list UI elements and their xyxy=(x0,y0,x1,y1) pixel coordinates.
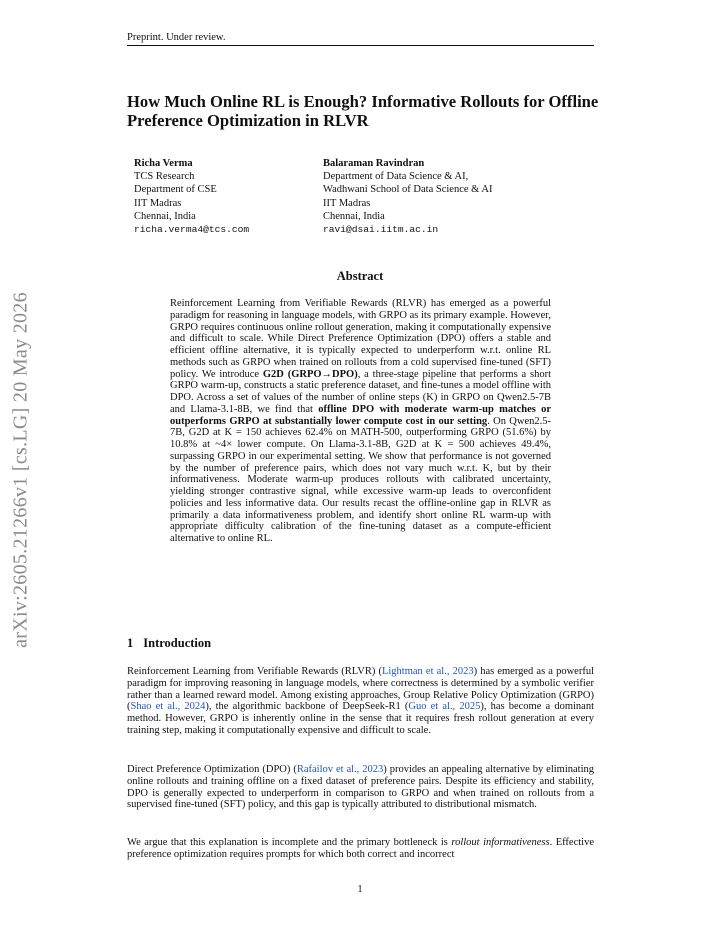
paragraph-text: Reinforcement Learning from Verifiable Rewards (RLVR) ( xyxy=(127,666,382,677)
author-name: Balaraman Ravindran xyxy=(323,158,425,169)
paragraph-text: ), has become a dominant method. However, GRPO is inherently online in the sense that it requires fresh rollout generation at every training step, making it computationally expensive and difficult to scale. xyxy=(127,701,595,736)
abstract-bold-segment: offline DPO with moderate warm-up matches or outperforms GRPO at substantially lower compute cost in our setting xyxy=(170,403,551,427)
author-affiliation-line: Wadhwani School of Data Science & AI xyxy=(323,184,493,196)
intro-paragraph-1 xyxy=(127,666,594,737)
paragraph-text: . Effective preference optimization requires prompts for which both correct and incorrect xyxy=(127,837,594,860)
author-email[interactable]: ravi@dsai.iitm.ac.in xyxy=(323,224,439,236)
author-block-1 xyxy=(134,157,249,236)
abstract-segment: Reinforcement Learning from Verifiable Rewards (RLVR) has emerged as a powerful paradigm for reasoning in language models, with GRPO as its primary example. However, GRPO requires continuous online rollout generation, making it computationally expensive and difficult to scale. While Direct Preference Optimization (DPO) offers a stable and efficient offline alternative, it is typically expected to underperform w.r.t. online RL methods such as GRPO when trained on rollouts from a cold supervised fine-tuned (SFT) policy. We introduce xyxy=(170,298,551,380)
author-block-2 xyxy=(323,157,492,236)
author-affiliation-line: Department of CSE xyxy=(134,184,217,196)
abstract-text xyxy=(170,298,551,545)
paragraph-text: ), the algorithmic backbone of DeepSeek-R1 ( xyxy=(205,701,409,713)
author-email[interactable]: richa.verma4@tcs.com xyxy=(134,224,250,236)
citation-link[interactable]: Rafailov et al., 2023 xyxy=(296,764,384,775)
abstract-heading: Abstract xyxy=(336,269,384,283)
paragraph-text: ) has emerged as a powerful paradigm for improving reasoning in language models, where correctness is determined by a symbolic verifier rather than a learned reward model. Among existing approaches, Group Relative Policy Optimization (GRPO) ( xyxy=(127,666,594,713)
author-affiliation-line: Department of Data Science & AI, xyxy=(323,171,469,183)
section-number: 1 xyxy=(127,636,134,650)
intro-paragraph-2 xyxy=(127,764,594,811)
abstract-segment: . On Qwen2.5-7B, G2D at K = 150 achieves 62.4% on MATH-500, outperforming GRPO (51.6%) by 10.8% at ~4× lower compute. On Llama-3.1-8B, G2D at K = 500 achieves 49.4%, surpassing GRPO in our experimental setting. We show that performance is not governed by the number of preference pairs, which does not vary much w.r.t. K, but by their informativeness. Moderate warm-up produces rollouts with calibrated uncertainty, yielding stronger contrastive signal, while excessive warm-up leads to overconfident policies and less informative data. Our results recast the offline-online gap in RLVR as primarily a data informativeness problem, and identify short online RL warm-up with appropriate difficulty calibration of the fine-tuning dataset as a compute-efficient alternative to online RL. xyxy=(170,415,552,544)
author-affiliation-line: IIT Madras xyxy=(323,197,371,209)
section-title: Introduction xyxy=(143,636,212,650)
section-heading xyxy=(127,636,211,651)
paragraph-text: Direct Preference Optimization (DPO) ( xyxy=(127,764,297,775)
paragraph-text: ) provides an appealing alternative by eliminating online rollouts and training offline on a fixed dataset of preference pairs. Despite its efficiency and stability, DPO is generally expected to underperform in comparison to GRPO and when trained on rollouts from a supervised fine-tuned (SFT) policy, and this gap is typically attributed to distributional mismatch. xyxy=(127,764,594,811)
emphasis-text: rollout informativeness xyxy=(451,837,550,848)
abstract-bold-segment: G2D (GRPO→DPO) xyxy=(262,368,358,380)
running-header: Preprint. Under review. xyxy=(127,32,226,43)
citation-link[interactable]: Lightman et al., 2023 xyxy=(381,666,474,677)
paragraph-text: We argue that this explanation is incomplete and the primary bottleneck is xyxy=(127,837,452,848)
abstract-segment: , a three-stage pipeline that performs a short GRPO warm-up, constructs a static preference dataset, and fine-tunes a model offline with DPO. Across a set of values of the number of online steps (K) in GRPO on Qwen2.5-7B and Llama-3.1-8B, we find that xyxy=(170,368,551,415)
paper-title: How Much Online RL is Enough? Informative Rollouts for Offline Preference Optimization in RLVR xyxy=(127,92,599,130)
author-affiliation-line: Chennai, India xyxy=(134,210,196,222)
intro-paragraph-3 xyxy=(127,837,594,861)
arxiv-sidebar-stamp: arXiv:2605.21266v1 [cs.LG] 20 May 2026 xyxy=(9,292,32,648)
author-affiliation-line: TCS Research xyxy=(134,171,195,183)
author-affiliation-line: Chennai, India xyxy=(323,210,385,222)
citation-link[interactable]: Shao et al., 2024 xyxy=(130,701,206,713)
author-name: Richa Verma xyxy=(134,158,193,169)
citation-link[interactable]: Guo et al., 2025 xyxy=(408,701,481,713)
page-number: 1 xyxy=(357,884,363,895)
header-rule xyxy=(127,45,594,46)
author-affiliation-line: IIT Madras xyxy=(134,197,182,209)
